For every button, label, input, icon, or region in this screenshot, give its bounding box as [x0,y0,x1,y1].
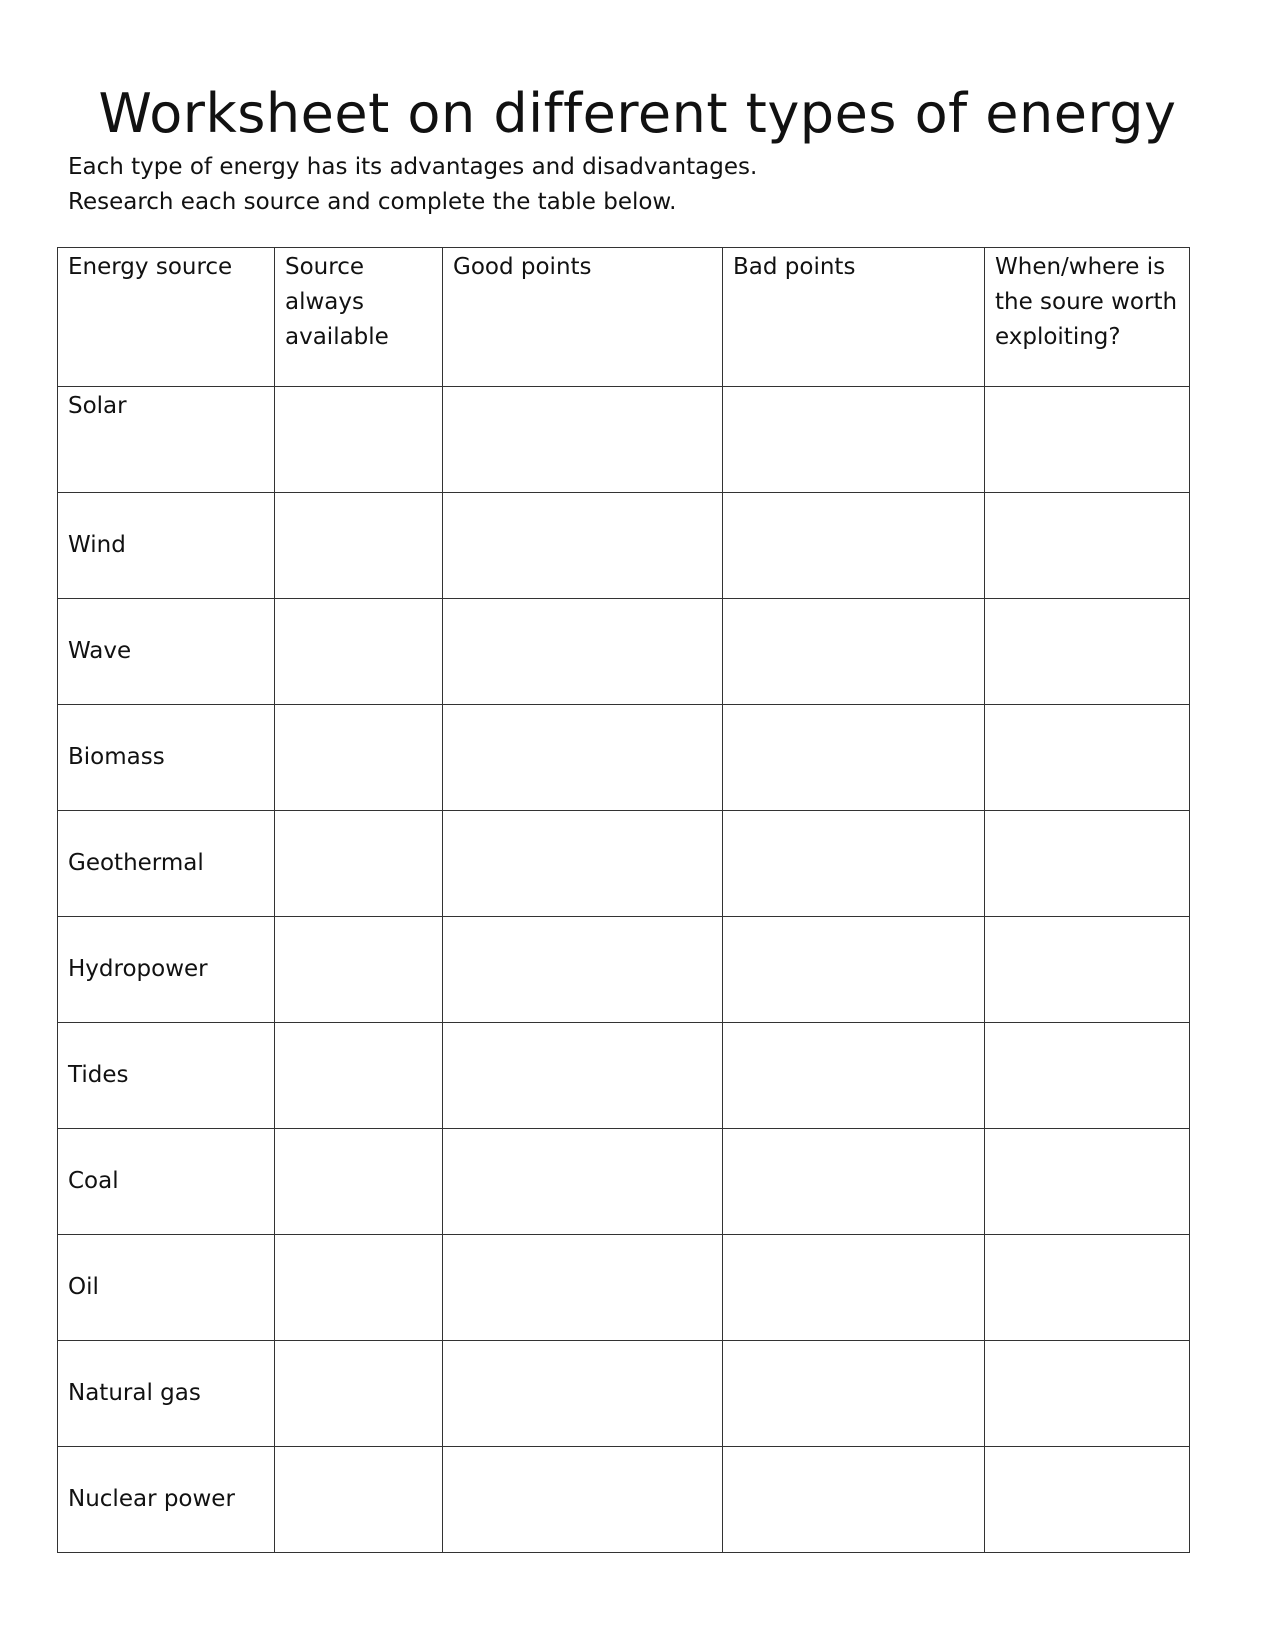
worth-exploiting-cell[interactable] [985,705,1190,811]
available-cell[interactable] [275,917,443,1023]
energy-source-cell: Solar [58,387,275,493]
table-row [58,1341,1190,1447]
header-energy-source: Energy source [58,248,275,387]
table-row [58,599,1190,705]
bad-points-cell[interactable] [723,599,985,705]
worth-exploiting-cell[interactable] [985,1023,1190,1129]
available-cell[interactable] [275,1341,443,1447]
good-points-cell[interactable] [443,599,723,705]
bad-points-cell[interactable] [723,917,985,1023]
table-row [58,1235,1190,1341]
instructions [68,150,757,220]
worth-exploiting-cell[interactable] [985,1341,1190,1447]
energy-source-cell: Tides [58,1023,275,1129]
energy-source-cell: Wind [58,493,275,599]
energy-source-cell: Coal [58,1129,275,1235]
header-bad-points: Bad points [723,248,985,387]
bad-points-cell[interactable] [723,1341,985,1447]
worth-exploiting-cell[interactable] [985,811,1190,917]
good-points-cell[interactable] [443,917,723,1023]
available-cell[interactable] [275,387,443,493]
bad-points-cell[interactable] [723,1235,985,1341]
good-points-cell[interactable] [443,1341,723,1447]
table-row [58,387,1190,493]
energy-source-cell: Wave [58,599,275,705]
good-points-cell[interactable] [443,387,723,493]
table-row [58,1023,1190,1129]
worth-exploiting-cell[interactable] [985,599,1190,705]
header-when-where-worth-exploiting: When/where is the soure worth exploiting? [985,248,1190,387]
instruction-line: Research each source and complete the table below. [68,189,677,215]
available-cell[interactable] [275,1447,443,1553]
energy-table [57,247,1190,1553]
bad-points-cell[interactable] [723,387,985,493]
good-points-cell[interactable] [443,1129,723,1235]
energy-source-cell: Biomass [58,705,275,811]
table-row [58,1447,1190,1553]
worth-exploiting-cell[interactable] [985,917,1190,1023]
energy-source-cell: Hydropower [58,917,275,1023]
good-points-cell[interactable] [443,1235,723,1341]
header-good-points: Good points [443,248,723,387]
available-cell[interactable] [275,1023,443,1129]
worth-exploiting-cell[interactable] [985,1129,1190,1235]
bad-points-cell[interactable] [723,1447,985,1553]
worksheet-title: Worksheet on different types of energy [98,82,1177,145]
available-cell[interactable] [275,493,443,599]
available-cell[interactable] [275,1129,443,1235]
worth-exploiting-cell[interactable] [985,1447,1190,1553]
available-cell[interactable] [275,705,443,811]
energy-source-cell: Geothermal [58,811,275,917]
table-body [58,387,1190,1553]
table-row [58,705,1190,811]
energy-source-cell: Nuclear power [58,1447,275,1553]
bad-points-cell[interactable] [723,811,985,917]
worth-exploiting-cell[interactable] [985,1235,1190,1341]
bad-points-cell[interactable] [723,1129,985,1235]
table-row [58,917,1190,1023]
good-points-cell[interactable] [443,1447,723,1553]
available-cell[interactable] [275,811,443,917]
energy-source-cell: Natural gas [58,1341,275,1447]
table-row [58,811,1190,917]
bad-points-cell[interactable] [723,1023,985,1129]
good-points-cell[interactable] [443,1023,723,1129]
table-row [58,493,1190,599]
header-source-always-available: Source always available [275,248,443,387]
energy-source-cell: Oil [58,1235,275,1341]
good-points-cell[interactable] [443,705,723,811]
table-header-row [58,248,1190,387]
good-points-cell[interactable] [443,811,723,917]
worth-exploiting-cell[interactable] [985,387,1190,493]
good-points-cell[interactable] [443,493,723,599]
bad-points-cell[interactable] [723,705,985,811]
available-cell[interactable] [275,1235,443,1341]
instruction-line: Each type of energy has its advantages and disadvantages. [68,154,758,180]
available-cell[interactable] [275,599,443,705]
table-row [58,1129,1190,1235]
worth-exploiting-cell[interactable] [985,493,1190,599]
bad-points-cell[interactable] [723,493,985,599]
